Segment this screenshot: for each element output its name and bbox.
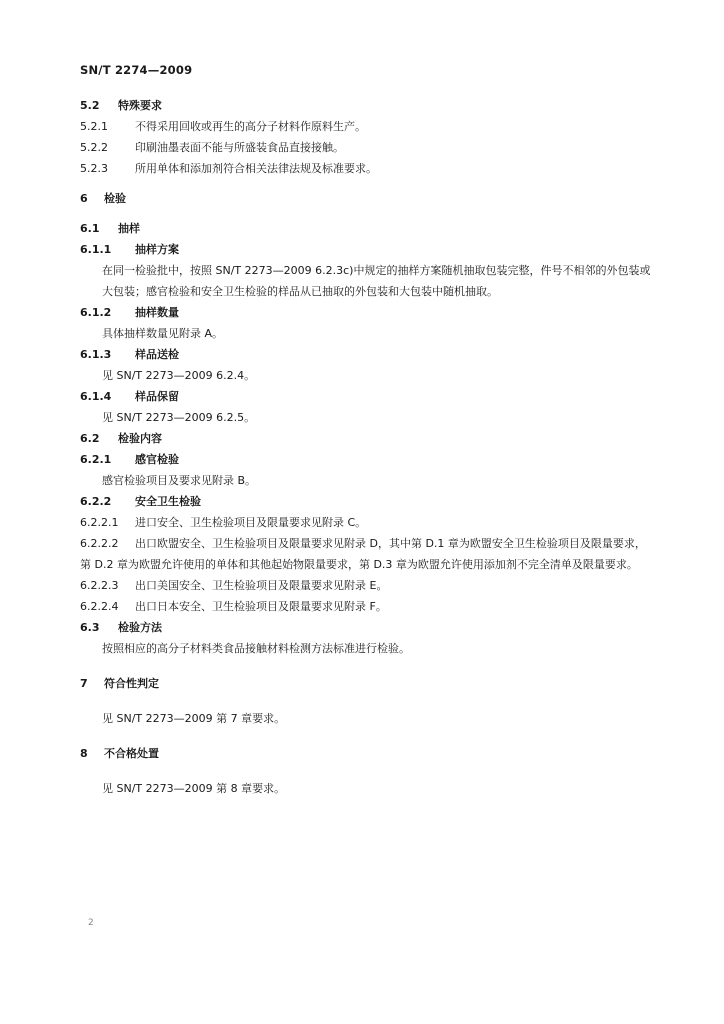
section-heading xyxy=(80,95,652,116)
section-heading xyxy=(80,491,652,512)
clause-item xyxy=(80,158,652,179)
clause-number: 6.1.2 xyxy=(80,306,112,319)
clause-text: 不合格处置 xyxy=(104,747,159,760)
section-heading xyxy=(80,743,652,764)
body-paragraph: 按照相应的高分子材料类食品接触材料检测方法标准进行检验。 xyxy=(102,642,410,655)
section-heading xyxy=(80,302,652,323)
clause-text: 所用单体和添加剂符合相关法律法规及标准要求。 xyxy=(135,162,377,175)
clause-text: 检验 xyxy=(104,192,126,205)
clause-number: 6.2.2.3 xyxy=(80,579,119,592)
section-heading xyxy=(80,344,652,365)
document-body xyxy=(80,95,652,799)
clause-number: 5.2.3 xyxy=(80,162,108,175)
section-heading xyxy=(80,239,652,260)
clause-text: 出口美国安全、卫生检验项目及限量要求见附录 E。 xyxy=(135,579,388,592)
clause-number: 5.2 xyxy=(80,99,100,112)
clause-item xyxy=(80,533,652,575)
clause-number: 6.2.2 xyxy=(80,495,112,508)
document-code-header: SN/T 2274—2009 xyxy=(80,63,193,77)
clause-number: 6.2.2.2 xyxy=(80,537,119,550)
clause-text: 进口安全、卫生检验项目及限量要求见附录 C。 xyxy=(135,516,367,529)
clause-number: 6.1 xyxy=(80,222,100,235)
body-paragraph: 见 SN/T 2273—2009 6.2.4。 xyxy=(102,369,256,382)
section-heading xyxy=(80,188,652,209)
clause-number: 6.3 xyxy=(80,621,100,634)
clause-text: 出口日本安全、卫生检验项目及限量要求见附录 F。 xyxy=(135,600,387,613)
clause-number: 6.1.4 xyxy=(80,390,112,403)
body-paragraph: 具体抽样数量见附录 A。 xyxy=(102,327,224,340)
clause-text: 出口欧盟安全、卫生检验项目及限量要求见附录 D，其中第 D.1 章为欧盟安全卫生检验项目及限量要求，第 D.2 章为欧盟允许使用的单体和其他起始物限量要求，第 D.3 章为欧盟允许使用添加剂不完全清单及限量要求。 xyxy=(80,537,646,571)
clause-text: 检验内容 xyxy=(118,432,162,445)
page-number: 2 xyxy=(88,918,94,928)
clause-number: 6 xyxy=(80,192,88,205)
clause-text: 抽样 xyxy=(118,222,140,235)
section-heading xyxy=(80,673,652,694)
body-paragraph: 在同一检验批中，按照 SN/T 2273—2009 6.2.3c)中规定的抽样方案随机抽取包装完整，件号不相邻的外包装或大包装；感官检验和安全卫生检验的样品从已抽取的外包装和大包装中随机抽取。 xyxy=(102,264,651,298)
clause-text: 感官检验 xyxy=(135,453,179,466)
clause-number: 8 xyxy=(80,747,88,760)
clause-number: 5.2.2 xyxy=(80,141,108,154)
clause-number: 6.2.1 xyxy=(80,453,112,466)
clause-item xyxy=(80,575,652,596)
body-paragraph: 见 SN/T 2273—2009 第 8 章要求。 xyxy=(102,782,286,795)
section-heading xyxy=(80,449,652,470)
body-paragraph: 感官检验项目及要求见附录 B。 xyxy=(102,474,257,487)
clause-text: 样品保留 xyxy=(135,390,179,403)
section-heading xyxy=(80,218,652,239)
clause-number: 6.2 xyxy=(80,432,100,445)
section-heading xyxy=(80,428,652,449)
clause-text: 不得采用回收或再生的高分子材料作原料生产。 xyxy=(135,120,366,133)
section-heading xyxy=(80,386,652,407)
clause-number: 7 xyxy=(80,677,88,690)
clause-item xyxy=(80,512,652,533)
clause-text: 印刷油墨表面不能与所盛装食品直接接触。 xyxy=(135,141,344,154)
clause-number: 5.2.1 xyxy=(80,120,108,133)
clause-item xyxy=(80,116,652,137)
clause-text: 抽样数量 xyxy=(135,306,179,319)
body-paragraph: 见 SN/T 2273—2009 6.2.5。 xyxy=(102,411,256,424)
body-paragraph: 见 SN/T 2273—2009 第 7 章要求。 xyxy=(102,712,286,725)
clause-text: 符合性判定 xyxy=(104,677,159,690)
clause-text: 安全卫生检验 xyxy=(135,495,201,508)
clause-text: 检验方法 xyxy=(118,621,162,634)
clause-number: 6.2.2.4 xyxy=(80,600,119,613)
clause-text: 抽样方案 xyxy=(135,243,179,256)
section-heading xyxy=(80,617,652,638)
clause-number: 6.1.1 xyxy=(80,243,112,256)
clause-text: 样品送检 xyxy=(135,348,179,361)
clause-item xyxy=(80,137,652,158)
clause-text: 特殊要求 xyxy=(118,99,162,112)
clause-item xyxy=(80,596,652,617)
clause-number: 6.2.2.1 xyxy=(80,516,119,529)
clause-number: 6.1.3 xyxy=(80,348,112,361)
